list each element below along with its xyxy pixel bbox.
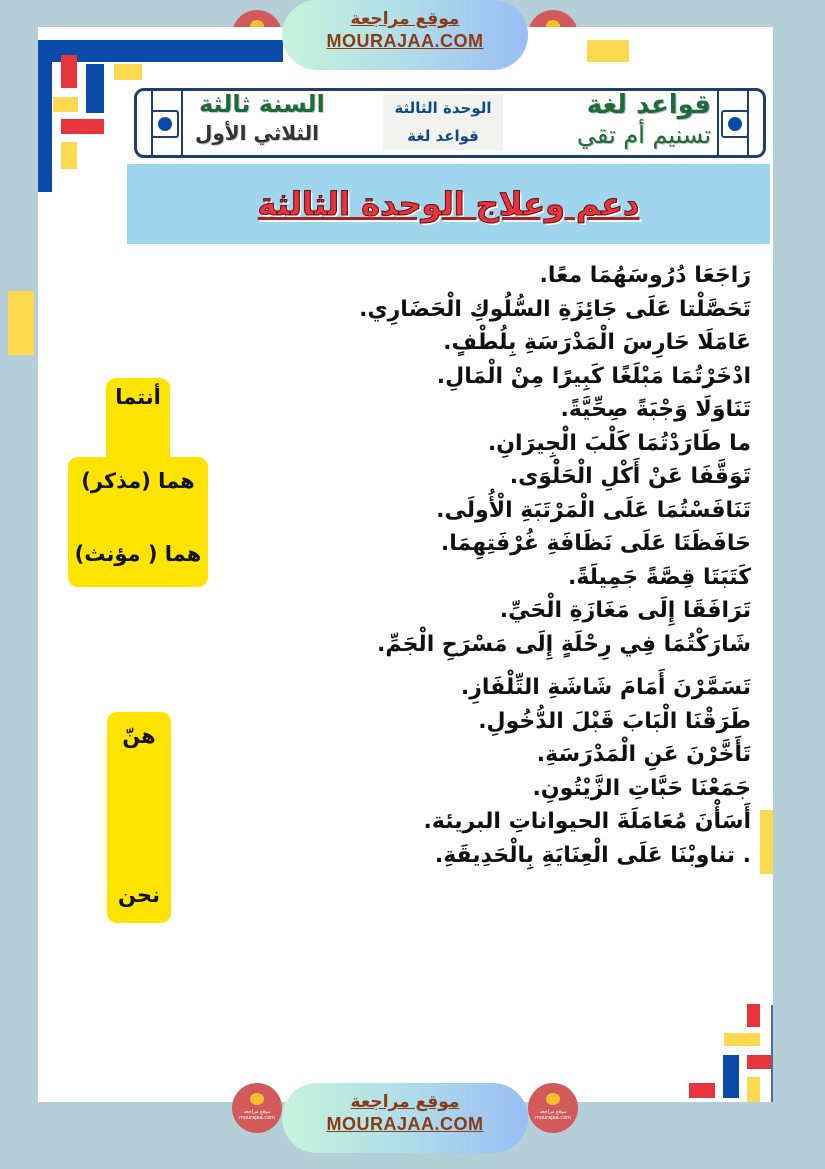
deco-yellow-block [61, 142, 77, 169]
deco-yellow-block [53, 97, 78, 112]
sentence: . تناوبْنَا عَلَى الْعِنَايَةِ بِالْحَدِيقَةِ. [434, 842, 751, 868]
deco-blue-block [86, 64, 104, 113]
sentence: تَرَافَقَا إِلَى مَغَازَةِ الْحَيِّ. [499, 598, 751, 623]
deco-blue-block [723, 1055, 739, 1098]
logo-caption: موقع مراجعة mourajaa.com [239, 1109, 276, 1121]
watermark-site[interactable]: MOURAJAA.COM [326, 31, 484, 51]
deco-yellow-block [587, 40, 629, 62]
sentence: شَارَكْتُمَا فِي رِحْلَةٍ إِلَى مَسْرَحِ الْجَمِّ. [376, 631, 751, 657]
deco-yellow-block [114, 64, 142, 80]
book-icon [546, 1093, 560, 1105]
mourajaa-watermark-top[interactable] [282, 0, 528, 70]
sentence: رَاجَعَا دُرُوسَهُمَا معًا. [539, 263, 751, 288]
page-title-box [127, 164, 770, 244]
unit-label: الوحدة الثالثة [383, 94, 503, 122]
sentence: تَحَصَّلْتا عَلَى جَائِزَةِ السُّلُوكِ الْحَضَارِي. [359, 296, 751, 322]
deco-red-block [61, 119, 104, 134]
banner-node-icon [151, 110, 179, 138]
pronoun-huma-feminine: هما ( مؤنث) [74, 542, 202, 566]
mourajaa-watermark-bottom[interactable] [282, 1083, 528, 1153]
banner-node-icon [721, 110, 749, 138]
deco-border-line [771, 1005, 773, 1102]
deco-yellow-side [760, 810, 773, 874]
sentence: عَامَلَا حَارِسَ الْمَدْرَسَةِ بِلُطْفٍ. [443, 330, 751, 355]
subject-title: قواعد لغة [586, 90, 711, 120]
unit-subject-label: قواعد لغة [383, 122, 503, 150]
pronoun-antuma: أنتما [115, 385, 161, 409]
deco-red-block [61, 55, 77, 88]
watermark-site[interactable]: MOURAJAA.COM [326, 1114, 484, 1134]
watermark-arabic: موقع مراجعة [350, 1092, 460, 1112]
teacher-name: تسنيم أم تقي [576, 121, 711, 149]
deco-blue-bar [38, 40, 52, 192]
pronoun-huma-masculine: هما (مذكر) [81, 469, 195, 493]
sentence: طَرَقْنَا الْبَابَ قَبْلَ الدُّخُولِ. [478, 708, 751, 734]
sentence: جَمَعْنَا حَبَّاتِ الزَّيْتُونِ. [532, 775, 751, 801]
worksheet-page [38, 27, 773, 1102]
sentence: تَسَمَّرْنَ أَمَامَ شَاشَةِ التِّلْفَازِ. [460, 675, 751, 700]
deco-red-block [747, 1004, 760, 1027]
sentence: كَتَبَتَا قِصَّةً جَمِيلَةً. [567, 564, 751, 590]
pronoun-hunna: هنّ [122, 724, 156, 748]
deco-yellow-block [724, 1033, 760, 1046]
sentence: تَنَاوَلَا وَجْبَةً صِحِّيَّةً. [560, 397, 751, 422]
book-icon [250, 1093, 264, 1105]
logo-caption: موقع مراجعة mourajaa.com [535, 1109, 572, 1121]
page-title: دعم وعلاج الوحدة الثالثة [257, 185, 640, 223]
sentence: حَافَظَتَا عَلَى نَظَافَةِ غُرْفَتِهِمَا. [440, 531, 751, 556]
sentence: تَوَقَّفَا عَنْ أَكْلِ الْحَلْوَى. [509, 464, 751, 489]
watermark-arabic: موقع مراجعة [350, 9, 460, 29]
mourajaa-logo-icon [232, 1083, 282, 1133]
exercise-sentences [281, 259, 751, 872]
sentence: تَأَخَّرْنَ عَنِ الْمَدْرَسَةِ. [536, 742, 751, 767]
sentence: ما طَارَدْتُمَا كَلْبَ الْجِيرَانِ. [487, 430, 751, 456]
deco-red-block [689, 1083, 715, 1098]
term-label: الثلاثي الأول [195, 121, 319, 145]
deco-red-block [747, 1055, 773, 1069]
mourajaa-logo-icon [528, 1083, 578, 1133]
sentence: أَسَأْنَ مُعَامَلَةَ الحيواناتِ البريئة. [423, 809, 751, 834]
sentence: ادْخَرْتُمَا مَبْلَغًا كَبِيرًا مِنْ الْمَالِ. [436, 363, 751, 389]
deco-yellow-block [747, 1077, 760, 1102]
header-banner [134, 88, 766, 158]
deco-yellow-side [8, 291, 34, 355]
grade-label: السنة ثالثة [199, 90, 325, 118]
sentence: تَنَافَسْتُمَا عَلَى الْمَرْتَبَةِ الْأُولَى. [436, 497, 751, 523]
pronoun-nahnu: نحن [118, 883, 160, 907]
